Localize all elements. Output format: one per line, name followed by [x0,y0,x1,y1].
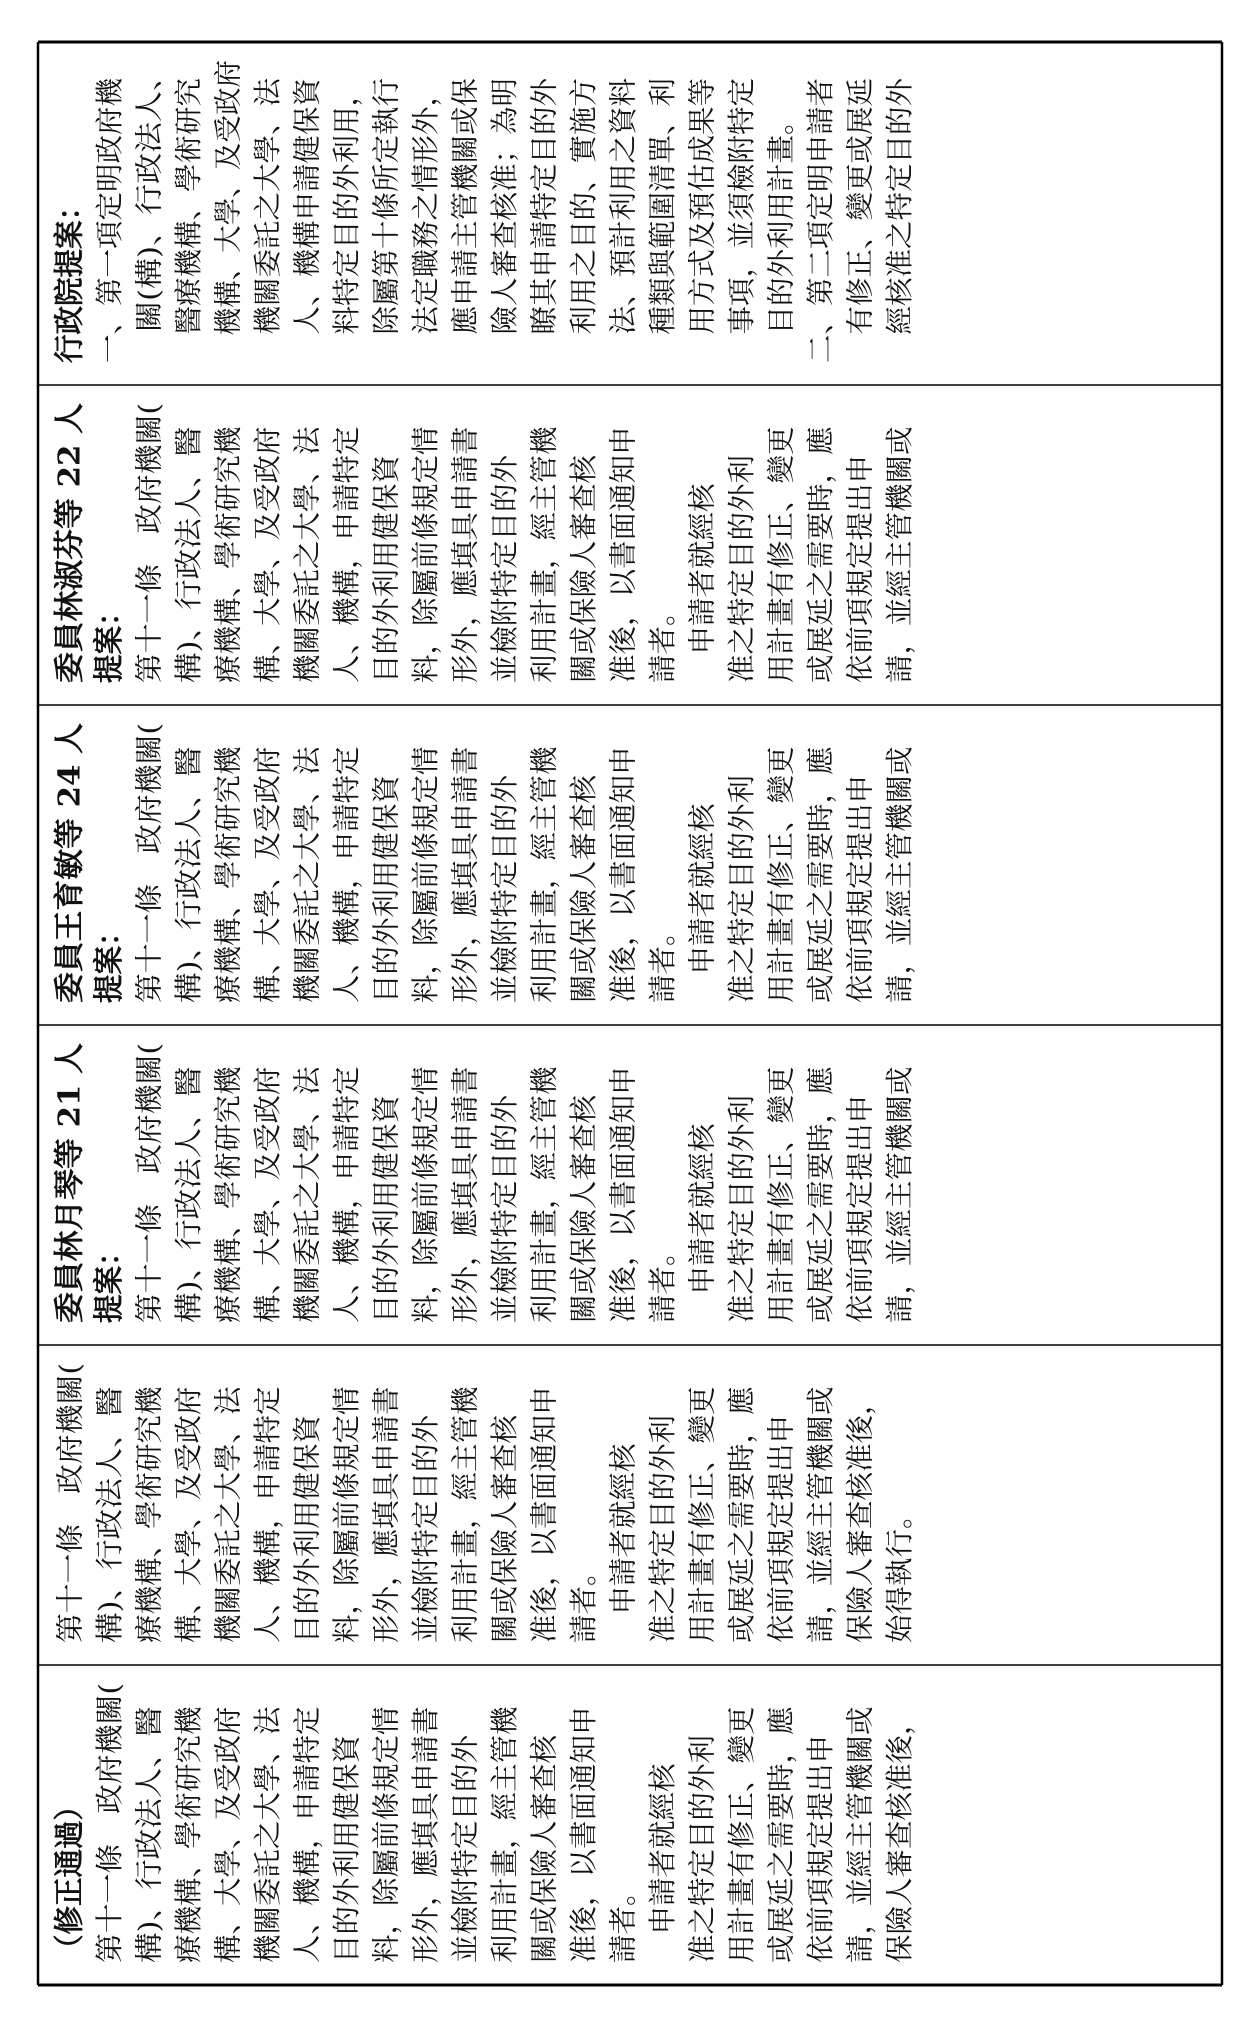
column-body-line: 保險人審查核准後， [883,1710,916,1963]
column-body-line: 第十一條 政府機關( [132,420,166,683]
column-body-line: 醫療機構、學術研究 [172,82,205,363]
column-body-line: 請，並經主管機關或 [843,1710,877,1963]
column-body-line: 目的外利用健保資 [330,1738,363,1963]
column-body-line: 准後，以書面通知申 [606,430,640,683]
column-body-line: 申請者就經核 [685,806,719,1003]
column-body-line: 申請者就經核 [606,1446,640,1643]
column-body-line: 目的外利用健保資 [290,1418,324,1643]
column-body-line: 瞭其申請特定目的外 [527,82,561,363]
column-body-line: 或展延之需要時，應 [725,1390,758,1643]
column-header-text: 提案： [92,1233,127,1323]
column-body-line: 准之特定目的外利 [685,1738,719,1963]
column-body-line: 料特定目的外利用， [330,82,363,363]
column-body-line: 保險人審查核准後， [843,1390,877,1643]
column-body-line: 准後，以書面通知申 [567,1710,600,1963]
column-body-line: 請，並經主管機關或 [804,1390,837,1643]
column-lin-yueqin [53,1043,917,1323]
column-body-line: 或展延之需要時，應 [764,1710,798,1963]
column-body-line: 關或保險人審查核 [567,1098,600,1323]
column-body-line: 關或保險人審查核 [567,458,600,683]
column-header-text: 委員林月琴等 21 人 [52,1050,88,1323]
column-body-line: 機關委託之大學、法 [290,1070,324,1323]
column-body-line: 人、機構，申請特定 [251,1390,284,1643]
column-body-line: 請，並經主管機關或 [883,430,916,683]
column-body-line: 第十一條 政府機關( [132,740,166,1003]
column-body-line: 關或保險人審查核 [527,1738,561,1963]
column-body-line: 人、機構申請健保資 [290,82,324,363]
column-body-line: 構)、行政法人、醫 [172,768,205,1003]
column-body-line: 並檢附特定目的外 [488,458,521,683]
column-body-line: 除屬第十條所定執行 [369,82,403,363]
column-body-line: 構、大學、及受政府 [211,1710,245,1963]
column-body-line: 或展延之需要時，應 [804,1070,837,1323]
column-body-line: 准之特定目的外利 [725,778,758,1003]
column-header-text: 行政院提案： [52,183,88,363]
column-body-line: 請者。 [646,918,679,1003]
column-body-line: 依前項規定提出申 [764,1418,798,1643]
column-body-line: 目的外利用計畫。 [764,110,798,363]
column-body-line: 並檢附特定目的外 [488,778,521,1003]
column-body-line: 療機構、學術研究機 [211,430,245,683]
column-body-line: 形外，應填具申請書 [369,1390,403,1643]
column-body-line: 請者。 [646,598,679,683]
column-body-line: 形外，應填具申請書 [448,430,482,683]
column-body-line: 人、機構，申請特定 [330,430,363,683]
column-body-line: 應申請主管機關或保 [448,82,482,363]
column-body-line: 機關委託之大學、法 [251,1710,284,1963]
column-body-line: 用方式及預估成果等 [685,82,719,363]
column-body-line: 目的外利用健保資 [369,1098,403,1323]
column-body-line: 並檢附特定目的外 [409,1418,442,1643]
column-body-line: 用計畫有修正、變更 [685,1390,719,1643]
column-body-line: 請，並經主管機關或 [883,1070,916,1323]
column-body-line: 種類與範圍清單、利 [646,82,679,363]
column-body-line: 療機構、學術研究機 [211,750,245,1003]
column-body-line: 構、大學、及受政府 [251,430,284,683]
column-body-line: 構)、行政法人、醫 [172,448,205,683]
column-body-line: 關(構)、行政法人、 [132,89,166,363]
column-body-line: 構)、行政法人、醫 [132,1728,166,1963]
column-existing [54,1363,917,1643]
column-body-line: 依前項規定提出申 [843,458,877,683]
column-passed [53,1683,917,1963]
column-body-line: 機關委託之大學、法 [290,750,324,1003]
column-body-line: 准後，以書面通知申 [527,1390,561,1643]
column-body-line: 料，除屬前條規定情 [369,1710,403,1963]
column-body-line: 依前項規定提出申 [804,1738,837,1963]
column-body-line: 第十一條 政府機關( [93,1700,126,1963]
column-body-line: 療機構、學術研究機 [211,1070,245,1323]
column-body-line: 人、機構，申請特定 [290,1710,324,1963]
column-body-line: 利用計畫，經主管機 [527,1070,561,1323]
column-body-line: 構、大學、及受政府 [172,1390,205,1643]
column-lin-shufen [53,403,917,683]
column-body-line: 一、第一項定明政府機 [93,82,126,363]
column-body-line: 構)、行政法人、醫 [172,1088,205,1323]
column-body-line: 關或保險人審查核 [567,778,600,1003]
column-body-line: 利用計畫，經主管機 [527,430,561,683]
column-body-line: 請者。 [567,1558,600,1643]
column-body-line: 准之特定目的外利 [725,1098,758,1323]
column-body-line: 利用之目的、實施方 [567,82,600,363]
column-body-line: 第十一條 政府機關( [132,1060,166,1323]
column-body-line: 關或保險人審查核 [488,1418,521,1643]
column-body-line: 二、第二項定明申請者 [804,82,837,363]
column-body-line: 利用計畫，經主管機 [527,750,561,1003]
column-body-line: 料，除屬前條規定情 [330,1390,363,1643]
column-body-line: 機關委託之大學、法 [211,1390,245,1643]
column-body-line: 請者。 [606,1878,640,1963]
column-executive-yuan [52,54,917,363]
column-body-line: 第十一條 政府機關( [53,1380,87,1643]
column-header-text: 提案： [92,913,127,1003]
column-body-line: 機關委託之大學、法 [290,430,324,683]
column-body-line: 或展延之需要時，應 [804,750,837,1003]
column-body-line: 形外，應填具申請書 [448,1070,482,1323]
column-body-line: 人、機構，申請特定 [330,1070,363,1323]
column-body-line: 准後，以書面通知申 [606,1070,640,1323]
column-body-line: 申請者就經核 [685,1126,719,1323]
column-body-line: 形外，應填具申請書 [448,750,482,1003]
column-body-line: 目的外利用健保資 [369,778,403,1003]
column-body-line: 利用計畫，經主管機 [488,1710,521,1963]
column-wang-yumin [53,723,917,1003]
column-body-line: 機構、大學、及受政府 [211,54,245,363]
column-body-line: 經核准之特定目的外 [883,82,916,363]
column-body-line: 准後，以書面通知申 [606,750,640,1003]
column-body-line: 有修正、變更或展延 [843,82,877,363]
column-body-line: 構)、行政法人、醫 [93,1408,126,1643]
column-body-line: 申請者就經核 [685,486,719,683]
column-body-line: 准之特定目的外利 [646,1418,679,1643]
column-body-line: 並檢附特定目的外 [488,1098,521,1323]
column-body-line: 法、預計利用之資料 [606,82,640,363]
column-header-text: 委員林淑芬等 22 人 [52,410,88,683]
column-header-text: 委員王育敏等 24 人 [52,730,88,1003]
column-body-line: 形外，應填具申請書 [409,1710,442,1963]
column-body-line: 並檢附特定目的外 [448,1738,482,1963]
column-body-line: 利用計畫，經主管機 [448,1390,482,1643]
column-header-text: 提案： [92,593,127,683]
column-body-line: 請者。 [646,1238,679,1323]
column-body-line: 料，除屬前條規定情 [409,750,442,1003]
column-body-line: 用計畫有修正、變更 [764,430,798,683]
column-body-line: 事項，並須檢附特定 [725,82,758,363]
column-body-line: 險人審查核准；為明 [488,82,521,363]
column-body-line: 療機構、學術研究機 [132,1390,166,1643]
column-body-line: 或展延之需要時，應 [804,430,837,683]
column-body-line: 療機構、學術研究機 [172,1710,205,1963]
column-body-line: 依前項規定提出申 [843,778,877,1003]
column-body-line: 請，並經主管機關或 [883,750,916,1003]
column-body-line: 料，除屬前條規定情 [409,1070,442,1323]
column-body-line: 依前項規定提出申 [843,1098,877,1323]
column-body-line: 人、機構，申請特定 [330,750,363,1003]
column-body-line: 用計畫有修正、變更 [764,750,798,1003]
column-body-line: 料，除屬前條規定情 [409,430,442,683]
column-body-line: 構、大學、及受政府 [251,1070,284,1323]
column-body-line: 始得執行。 [883,1502,916,1643]
column-body-line: 用計畫有修正、變更 [764,1070,798,1323]
column-body-line: 法定職務之情形外， [409,82,442,363]
column-body-line: 用計畫有修正、變更 [725,1710,758,1963]
column-body-line: 申請者就經核 [646,1766,679,1963]
column-body-line: 准之特定目的外利 [725,458,758,683]
column-body-line: 機關委託之大學、法 [251,82,284,363]
column-body-line: 構、大學、及受政府 [251,750,284,1003]
column-body-line: 目的外利用健保資 [369,458,403,683]
table-text [52,54,917,1963]
column-header-text: （修正通過） [52,1783,88,1963]
